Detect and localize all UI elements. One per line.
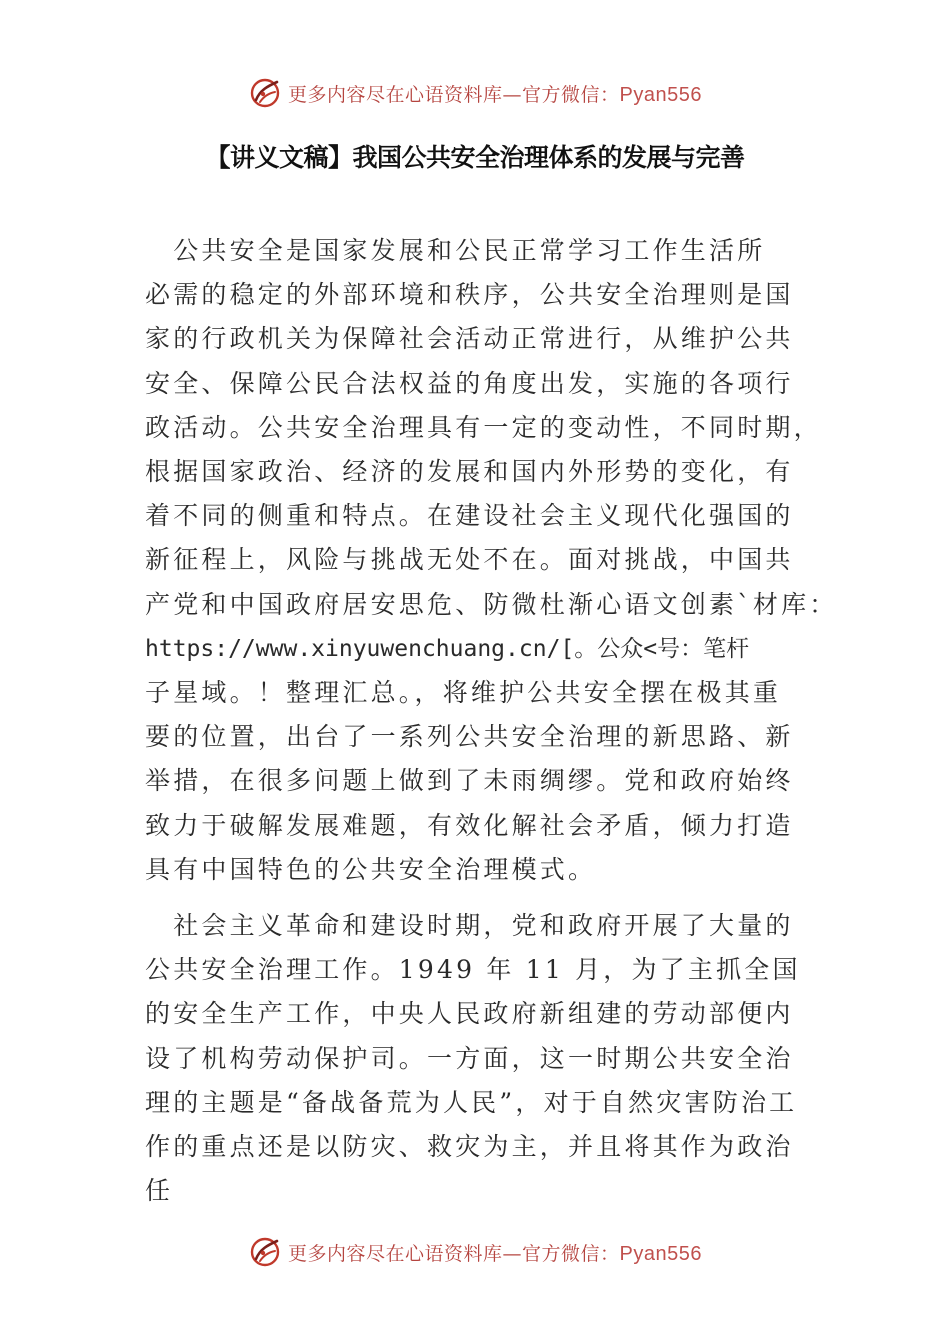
text-line: 家的行政机关为保障社会活动正常进行，从维护公共 bbox=[145, 324, 794, 354]
banner-text: 更多内容尽在心语资料库—官方微信： bbox=[288, 83, 620, 106]
text-line: 理的主题是“备战备荒为人民”，对于自然灾害防治工 bbox=[145, 1087, 798, 1117]
text-line-url: https://www.xinyuwenchuang.cn/[。公众<号：笔杆 bbox=[145, 635, 750, 662]
page-title: 【讲义文稿】我国公共安全治理体系的发展与完善 bbox=[205, 143, 745, 172]
text-line: 公共安全治理工作。1949 年 11 月，为了主抓全国 bbox=[145, 955, 801, 985]
header-banner bbox=[0, 73, 950, 113]
text-line: 根据国家政治、经济的发展和国内外形势的变化，有 bbox=[145, 457, 794, 487]
text-line: 要的位置，出台了一系列公共安全治理的新思路、新 bbox=[145, 722, 794, 752]
text-line: 着不同的侧重和特点。在建设社会主义现代化强国的 bbox=[145, 501, 794, 531]
text-line: 设了机构劳动保护司。一方面，这一时期公共安全治 bbox=[145, 1043, 794, 1073]
text-line: 举措，在很多问题上做到了未雨绸缪。党和政府始终 bbox=[145, 766, 794, 796]
text-line: 必需的稳定的外部环境和秩序，公共安全治理则是国 bbox=[145, 280, 794, 310]
text-line: 子星域。！整理汇总。，将维护公共安全摆在极其重 bbox=[145, 678, 782, 708]
text-line: 公共安全是国家发展和公民正常学习工作生活所 bbox=[145, 236, 766, 265]
document-body bbox=[145, 229, 838, 1213]
text-line: 新征程上，风险与挑战无处不在。面对挑战，中国共 bbox=[145, 545, 794, 575]
text-line: 作的重点还是以防灾、救灾为主，并且将其作为政治 bbox=[145, 1132, 794, 1162]
text-line: 社会主义革命和建设时期，党和政府开展了大量的 bbox=[145, 911, 794, 941]
footer-banner bbox=[0, 1232, 950, 1272]
paragraph-2 bbox=[145, 904, 825, 1213]
text-line: 产党和中国政府居安思危、防微杜渐心语文创素`材库： bbox=[145, 589, 838, 619]
text-line: 致力于破解发展难题，有效化解社会矛盾，倾力打造 bbox=[145, 810, 794, 840]
text-line: 政活动。公共安全治理具有一定的变动性，不同时期， bbox=[145, 412, 822, 442]
text-line: 任 bbox=[145, 1176, 174, 1206]
banner-text: 更多内容尽在心语资料库—官方微信： bbox=[288, 1242, 620, 1265]
banner-wechat-id: Pyan556 bbox=[619, 83, 702, 106]
text-line: 的安全生产工作，中央人民政府新组建的劳动部便内 bbox=[145, 999, 794, 1029]
text-line: 安全、保障公民合法权益的角度出发，实施的各项行 bbox=[145, 368, 794, 398]
logo-icon bbox=[248, 1235, 282, 1269]
banner-wechat-id: Pyan556 bbox=[619, 1242, 702, 1265]
text-line: 具有中国特色的公共安全治理模式。 bbox=[145, 854, 597, 884]
paragraph-1 bbox=[145, 229, 838, 892]
logo-icon bbox=[248, 76, 282, 110]
